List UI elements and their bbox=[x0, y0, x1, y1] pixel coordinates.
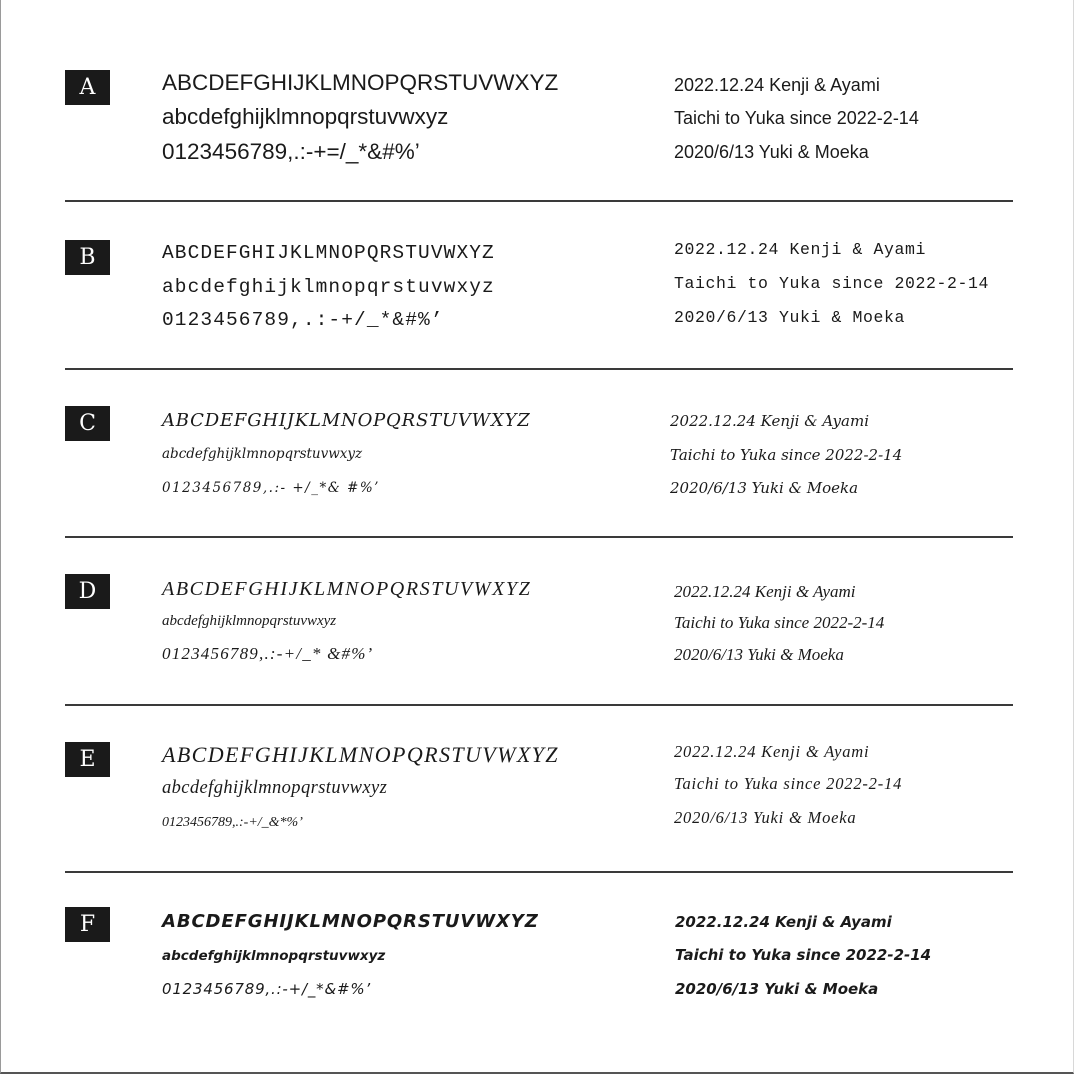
numeral-symbol-sample: 0123456789,.:-+/_*&#%’ bbox=[162, 980, 371, 998]
style-label-badge: C bbox=[65, 406, 110, 441]
example-line: Taichi to Yuka since 2022-2-14 bbox=[674, 613, 885, 632]
section-divider bbox=[65, 536, 1013, 538]
uppercase-sample: ABCDEFGHIJKLMNOPQRSTUVWXYZ bbox=[162, 70, 559, 95]
section-divider bbox=[65, 871, 1013, 873]
lowercase-sample: abcdefghijklmnopqrstuvwxyz bbox=[162, 778, 388, 798]
example-line: 2022.12.24 Kenji & Ayami bbox=[674, 582, 856, 601]
lowercase-sample: abcdefghijklmnopqrstuvwxyz bbox=[162, 104, 449, 129]
numeral-symbol-sample: 0123456789,.:-+/_* &#%’ bbox=[162, 644, 374, 663]
style-label-badge: E bbox=[65, 742, 110, 777]
example-line: 2020/6/13 Yuki & Moeka bbox=[674, 645, 844, 664]
example-line: Taichi to Yuka since 2022-2-14 bbox=[674, 774, 903, 793]
lowercase-sample: abcdefghijklmnopqrstuvwxyz bbox=[162, 276, 495, 298]
style-label-badge: B bbox=[65, 240, 110, 275]
font-style-d bbox=[0, 558, 1076, 726]
example-line: 2022.12.24 Kenji & Ayami bbox=[674, 240, 927, 259]
example-line: 2020/6/13 Yuki & Moeka bbox=[674, 808, 857, 827]
example-line: 2022.12.24 Kenji & Ayami bbox=[670, 412, 869, 430]
example-line: 2020/6/13 Yuki & Moeka bbox=[674, 142, 869, 162]
uppercase-sample: ABCDEFGHIJKLMNOPQRSTUVWXYZ bbox=[162, 410, 531, 431]
example-line: Taichi to Yuka since 2022-2-14 bbox=[674, 274, 990, 293]
example-line: 2020/6/13 Yuki & Moeka bbox=[670, 479, 859, 497]
uppercase-sample: ABCDEFGHIJKLMNOPQRSTUVWXYZ bbox=[162, 242, 495, 264]
uppercase-sample: ABCDEFGHIJKLMNOPQRSTUVWXYZ bbox=[162, 578, 532, 600]
lowercase-sample: abcdefghijklmnopqrstuvwxyz bbox=[162, 613, 337, 629]
lowercase-sample: abcdefghijklmnopqrstuvwxyz bbox=[162, 446, 363, 462]
numeral-symbol-sample: 0123456789,.:-+/_&*%’ bbox=[162, 815, 303, 830]
example-line: 2022.12.24 Kenji & Ayami bbox=[674, 75, 880, 95]
font-style-a bbox=[0, 55, 1076, 223]
numeral-symbol-sample: 0123456789,.:- +/_*& #%’ bbox=[162, 480, 380, 496]
section-divider bbox=[65, 368, 1013, 370]
numeral-symbol-sample: 0123456789,.:-+/_*&#%’ bbox=[162, 309, 444, 331]
uppercase-sample: ABCDEFGHIJKLMNOPQRSTUVWXYZ bbox=[162, 911, 539, 932]
style-label-badge: F bbox=[65, 907, 110, 942]
example-line: 2020/6/13 Yuki & Moeka bbox=[675, 980, 879, 998]
example-line: 2022.12.24 Kenji & Ayami bbox=[675, 913, 892, 931]
numeral-symbol-sample: 0123456789,.:-+=/_*&#%’ bbox=[162, 139, 420, 164]
example-line: Taichi to Yuka since 2022-2-14 bbox=[675, 946, 932, 964]
style-label-badge: A bbox=[65, 70, 110, 105]
lowercase-sample: abcdefghijklmnopqrstuvwxyz bbox=[162, 948, 386, 964]
example-line: Taichi to Yuka since 2022-2-14 bbox=[670, 446, 903, 464]
font-style-b bbox=[0, 222, 1076, 390]
section-divider bbox=[65, 200, 1013, 202]
font-style-f bbox=[0, 893, 1076, 1061]
example-line: Taichi to Yuka since 2022-2-14 bbox=[674, 108, 919, 128]
example-line: 2022.12.24 Kenji & Ayami bbox=[674, 742, 870, 761]
uppercase-sample: ABCDEFGHIJKLMNOPQRSTUVWXYZ bbox=[162, 742, 559, 767]
font-style-e bbox=[0, 726, 1076, 894]
example-line: 2020/6/13 Yuki & Moeka bbox=[674, 308, 906, 327]
style-label-badge: D bbox=[65, 574, 110, 609]
section-divider bbox=[65, 704, 1013, 706]
font-style-c bbox=[0, 390, 1076, 558]
